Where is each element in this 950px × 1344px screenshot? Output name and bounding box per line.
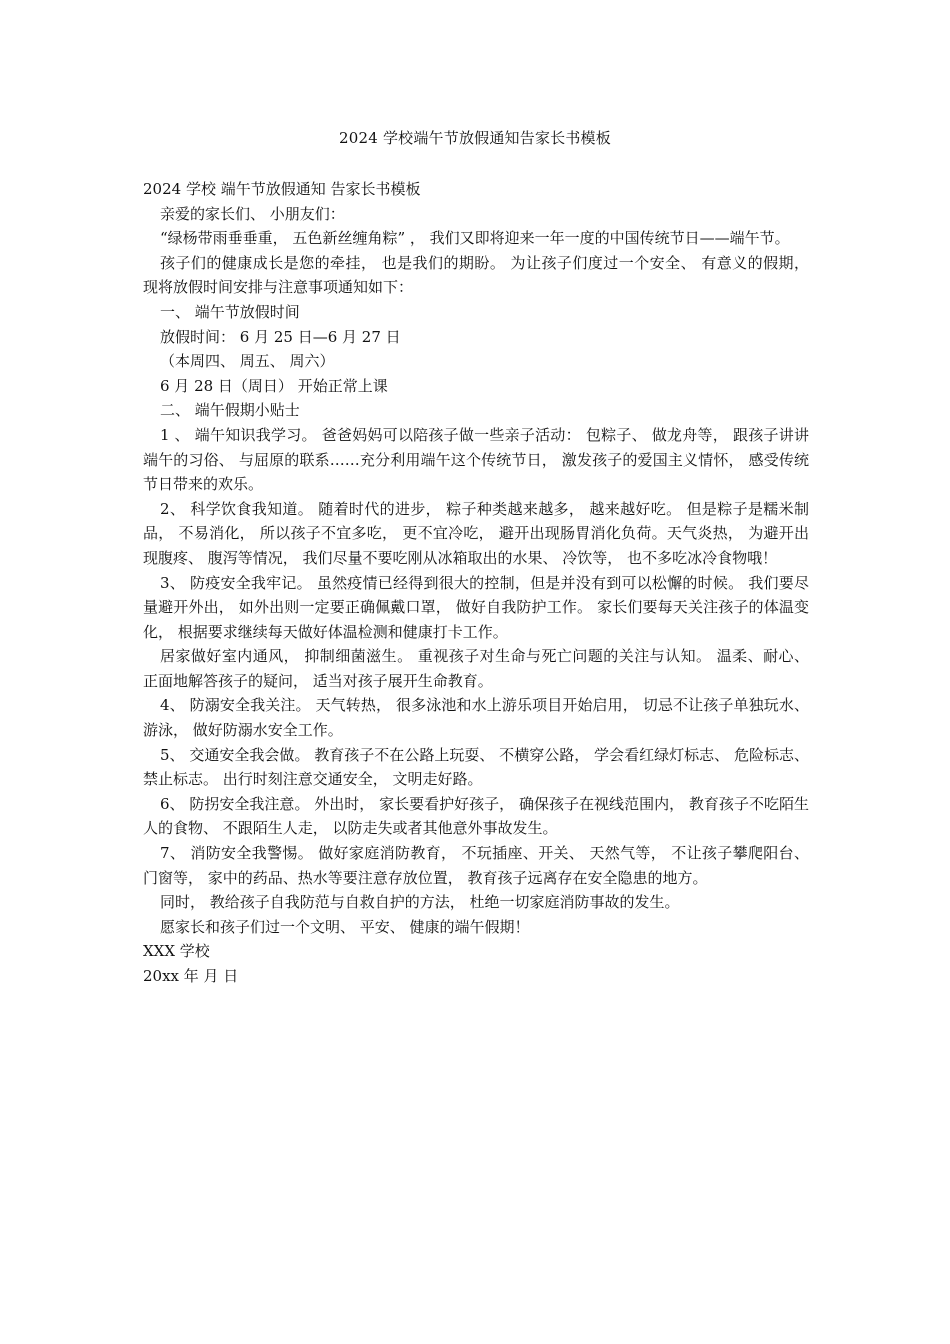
- tip-4-paragraph: 4、 防溺安全我关注。 天气转热， 很多泳池和水上游乐项目开始启用， 切忌不让孩子单独玩水、 游泳， 做好防溺水安全工作。: [143, 696, 809, 740]
- section-heading-schedule: 一、 端午节放假时间: [160, 302, 300, 321]
- tip-5-paragraph: 5、 交通安全我会做。 教育孩子不在公路上玩耍、 不横穿公路， 学会看红绿灯标志、 危险标志、 禁止标志。 出行时刻注意交通安全， 文明走好路。: [143, 745, 809, 789]
- tip-7-continued-paragraph: 同时， 教给孩子自我防范与自救自护的方法， 杜绝一切家庭消防事故的发生。: [160, 893, 680, 912]
- section-heading-tips: 二、 端午假期小贴士: [160, 401, 300, 420]
- holiday-dates: 放假时间： 6 月 25 日—6 月 27 日: [160, 327, 401, 346]
- closing-wish: 愿家长和孩子们过一个文明、 平安、 健康的端午假期！: [160, 917, 530, 936]
- tip-6-paragraph: 6、 防拐安全我注意。 外出时， 家长要看护好孩子， 确保孩子在视线范围内， 教育孩子不吃陌生人的食物、 不跟陌生人走， 以防走失或者其他意外事故发生。: [143, 794, 809, 838]
- class-resume-date: 6 月 28 日（周日） 开始正常上课: [160, 376, 388, 395]
- document-title: 2024 学校端午节放假通知告家长书模板: [339, 129, 611, 147]
- purpose-paragraph: 孩子们的健康成长是您的牵挂， 也是我们的期盼。 为让孩子们度过一个安全、 有意义的假期， 现将放假时间安排与注意事项通知如下：: [143, 253, 809, 297]
- tip-3-continued-paragraph: 居家做好室内通风， 抑制细菌滋生。 重视孩子对生命与死亡问题的关注与认知。 温柔、耐心、 正面地解答孩子的疑问， 适当对孩子展开生命教育。: [143, 647, 809, 690]
- tip-7-paragraph: 7、 消防安全我警惕。 做好家庭消防教育， 不玩插座、开关、 天然气等， 不让孩子攀爬阳台、 门窗等， 家中的药品、热水等要注意存放位置， 教育孩子远离存在安全隐患的地方。: [143, 844, 809, 887]
- document-body: [143, 177, 809, 989]
- signature-date: 20xx 年 月 日: [143, 967, 239, 985]
- greeting: 亲爱的家长们、 小朋友们：: [160, 204, 345, 223]
- tip-1-paragraph: 1 、 端午知识我学习。 爸爸妈妈可以陪孩子做一些亲子活动： 包粽子、 做龙舟等， 跟孩子讲讲端午的习俗、 与屈原的联系……充分利用端午这个传统节日， 激发孩子的爱国主义情怀， 感受传统节日带来的欢乐。: [143, 425, 809, 494]
- document-subtitle: 2024 学校 端午节放假通知 告家长书模板: [143, 180, 421, 198]
- tip-2-paragraph: 2、 科学饮食我知道。 随着时代的进步， 粽子种类越来越多， 越来越好吃。 但是粽子是糯米制品， 不易消化， 所以孩子不宜多吃， 更不宜冷吃， 避开出现肠胃消化负荷。天气炎热， 为避开出现腹疼、 腹泻等情况， 我们尽量不要吃刚从冰箱取出的水果、 冷饮等， 也不多吃冰冷食物哦！: [143, 499, 809, 567]
- signature-school: XXX 学校: [143, 942, 210, 961]
- intro-paragraph: “绿杨带雨垂垂重， 五色新丝缠角粽” ， 我们又即将迎来一年一度的中国传统节日——端午节。: [160, 229, 790, 248]
- tip-3-paragraph: 3、 防疫安全我牢记。 虽然疫情已经得到很大的控制，但是并没有到可以松懈的时候。 我们要尽量避开外出， 如外出则一定要正确佩戴口罩， 做好自我防护工作。 家长们要每天关注孩子的体温变化， 根据要求继续每天做好体温检测和健康打卡工作。: [143, 573, 809, 641]
- holiday-weekdays: （本周四、 周五、 周六）: [160, 352, 335, 371]
